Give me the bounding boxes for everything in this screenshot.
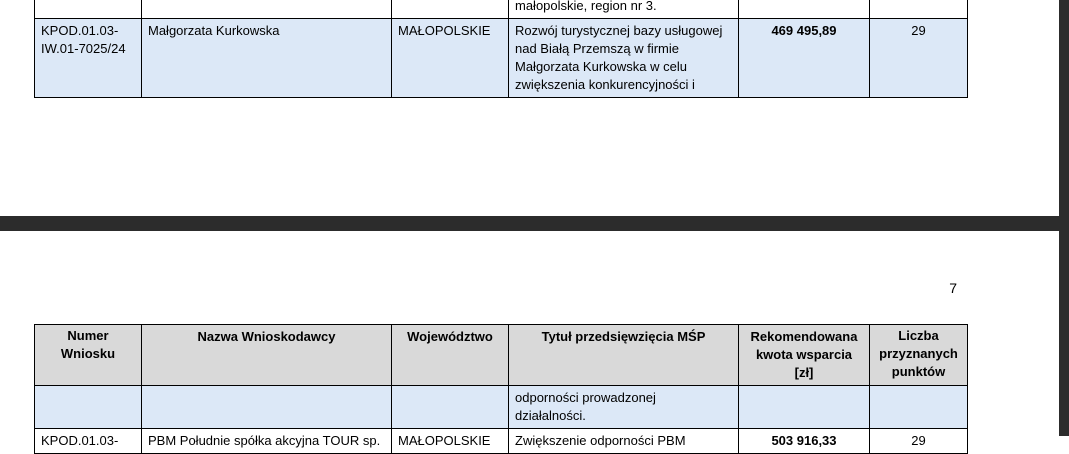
cell-nazwa [142,0,392,19]
header-wojewodztwo: Województwo [392,325,509,386]
table-row-continuation [35,386,968,429]
tytul-line: zwiększenia konkurencyjności i [515,77,695,92]
cell-tytul [509,0,739,19]
cell-nazwa: PBM Południe spółka akcyjna TOUR sp. [142,429,392,454]
header-kwota: Rekomendowana kwota wsparcia [zł] [739,325,870,386]
header-nazwa: Nazwa Wnioskodawcy [142,325,392,386]
cell-tytul [509,386,739,429]
table-header-row [35,325,968,386]
cell-numer: KPOD.01.03- [35,429,142,454]
applications-table [34,324,968,454]
cell-kwota: 503 916,33 [739,429,870,454]
table-row-cut [35,0,968,19]
cell-kwota [739,0,870,19]
tytul-line: Rozwój turystycznej bazy usługowej [515,23,723,38]
tytul-line: Małgorzata Kurkowska w celu [515,59,687,74]
tytul-line: odporności prowadzonej [515,390,656,405]
cell-nazwa [142,386,392,429]
cell-punkty: 29 [870,19,968,98]
cell-numer [35,19,142,98]
page-separator [0,216,1069,231]
header-punkty: Liczba przyznanych punktów [870,325,968,386]
document-page-bottom [0,231,1059,448]
numer-line: KPOD.01.03- [41,23,119,38]
page-number: 7 [949,280,957,296]
numer-line: IW.01-7025/24 [41,41,126,56]
viewer-right-edge [1059,0,1069,436]
cell-punkty [870,386,968,429]
cell-numer [35,386,142,429]
cell-tytul: Zwiększenie odporności PBM [509,429,739,454]
applications-table-top [34,0,968,98]
cell-wojewodztwo [392,386,509,429]
tytul-line: nad Białą Przemszą w firmie [515,41,679,56]
cell-wojewodztwo: MAŁOPOLSKIE [392,19,509,98]
cell-kwota: 469 495,89 [739,19,870,98]
cell-punkty: 29 [870,429,968,454]
document-page-top [0,0,1059,216]
cell-kwota [739,386,870,429]
cell-punkty [870,0,968,19]
cell-wojewodztwo: MAŁOPOLSKIE [392,429,509,454]
header-numer: Numer Wniosku [35,325,142,386]
table-row [35,19,968,98]
cell-numer [35,0,142,19]
cell-nazwa: Małgorzata Kurkowska [142,19,392,98]
table-row [35,429,968,454]
header-tytul: Tytuł przedsięwzięcia MŚP [509,325,739,386]
cell-tytul [509,19,739,98]
tytul-line: działalności. [515,408,586,423]
cell-tytul-line: małopolskie, region nr 3. [515,0,657,13]
cell-wojewodztwo [392,0,509,19]
